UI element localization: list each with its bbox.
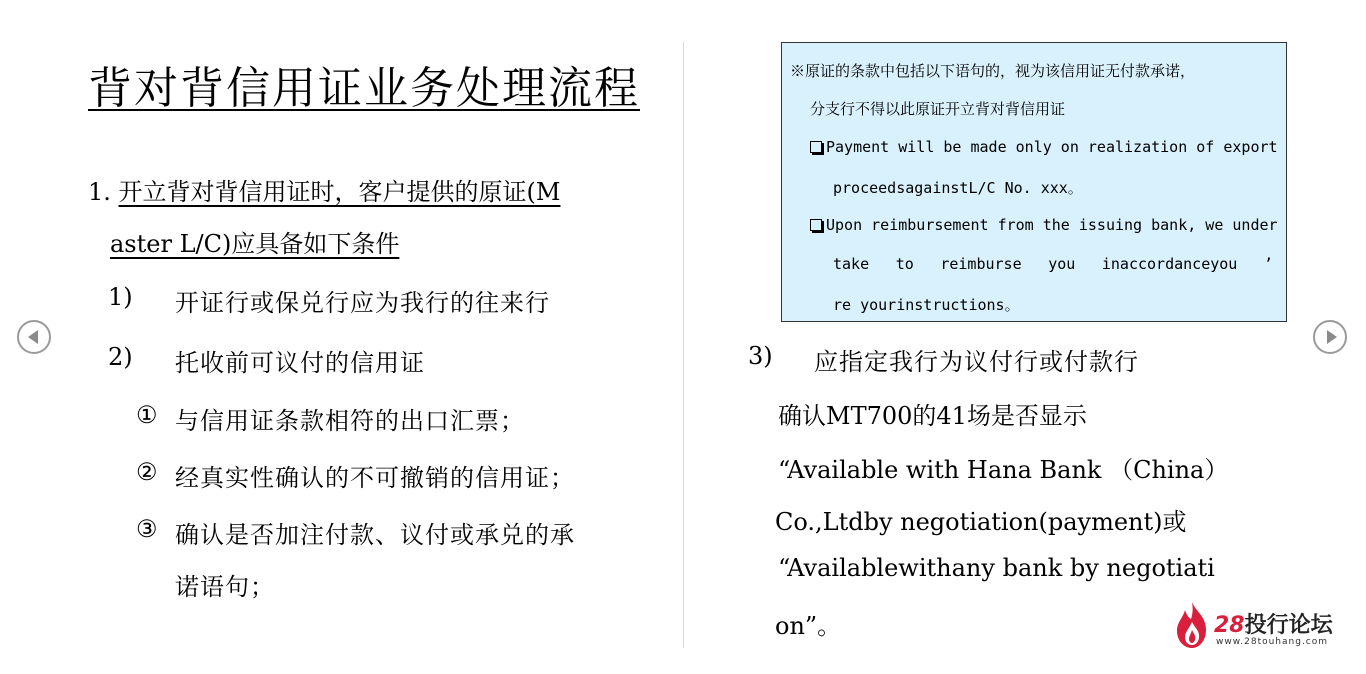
note-bullet-2-line-3: re yourinstructions。 [833,296,1020,314]
previous-slide-button[interactable] [17,320,51,354]
logo-number: 28 [1214,613,1245,638]
paragraph-line-3: Co.,Ltdby negotiation(payment)或 [775,508,1187,536]
circled-item-1-text: 与信用证条款相符的出口汇票； [175,407,525,435]
checkbox-bullet-icon [810,219,822,231]
sub-item-2-number: 2) [108,343,133,371]
note-bullet-1-line-2: proceedsagainstL/C No. xxx。 [833,179,1083,197]
next-slide-button[interactable] [1313,320,1347,354]
sub-item-3-number: 3) [748,342,773,370]
justified-word: inaccordanceyou [1101,255,1238,273]
justified-word: take [833,255,870,273]
note-bullet-1 [810,138,1278,156]
circled-item-3-line-1: 确认是否加注付款、议付或承兑的承 [175,521,575,549]
chevron-left-icon [28,330,38,344]
item-1-line-1: 开立背对背信用证时，客户提供的原证(M [118,178,561,206]
justified-word: you [1048,255,1076,273]
circled-item-2-mark: ② [136,458,158,486]
paragraph-line-1: 确认MT700的41场是否显示 [778,402,1087,430]
note-line-2: 分支行不得以此原证开立背对背信用证 [810,100,1066,118]
note-box [781,42,1287,322]
chevron-right-icon [1327,330,1337,344]
sub-item-3-text: 应指定我行为议付行或付款行 [814,348,1139,376]
justified-word: to [895,255,914,273]
note-bullet-2-line-2 [833,255,1273,273]
item-1-line-2: aster L/C)应具备如下条件 [110,230,400,258]
note-bullet-1-line-1: Payment will be made only on realization of export [826,138,1278,156]
note-line-1: ※原证的条款中包括以下语句的，视为该信用证无付款承诺， [790,62,1196,80]
justified-word: ’ [1263,255,1273,273]
slide-title: 背对背信用证业务处理流程 [88,63,640,114]
flame-logo-icon [1172,600,1212,650]
note-bullet-2-line-1: Upon reimbursement from the issuing bank, we under [826,216,1278,234]
paragraph-line-5: on”。 [775,612,842,640]
circled-item-3-mark: ③ [136,515,158,543]
paragraph-line-2: “Available with Hana Bank （China） [778,456,1229,484]
justified-word: reimburse [940,255,1022,273]
circled-item-3-line-2: 诺语句； [175,573,275,601]
column-divider [683,42,684,648]
note-bullet-2 [810,216,1278,234]
sub-item-1-number: 1) [108,283,133,311]
checkbox-bullet-icon [810,141,822,153]
sub-item-2-text: 托收前可议付的信用证 [175,349,425,377]
sub-item-1-text: 开证行或保兑行应为我行的往来行 [175,289,550,317]
logo-url: www.28touhang.com [1216,637,1329,647]
circled-item-2-text: 经真实性确认的不可撤销的信用证； [175,464,575,492]
circled-item-1-mark: ① [136,401,158,429]
logo-name: 投行论坛 [1244,613,1333,638]
item-1 [88,172,560,207]
logo-text [1214,608,1333,639]
paragraph-line-4: “Availablewithany bank by negotiati [778,554,1215,582]
item-1-number: 1. [88,178,111,206]
